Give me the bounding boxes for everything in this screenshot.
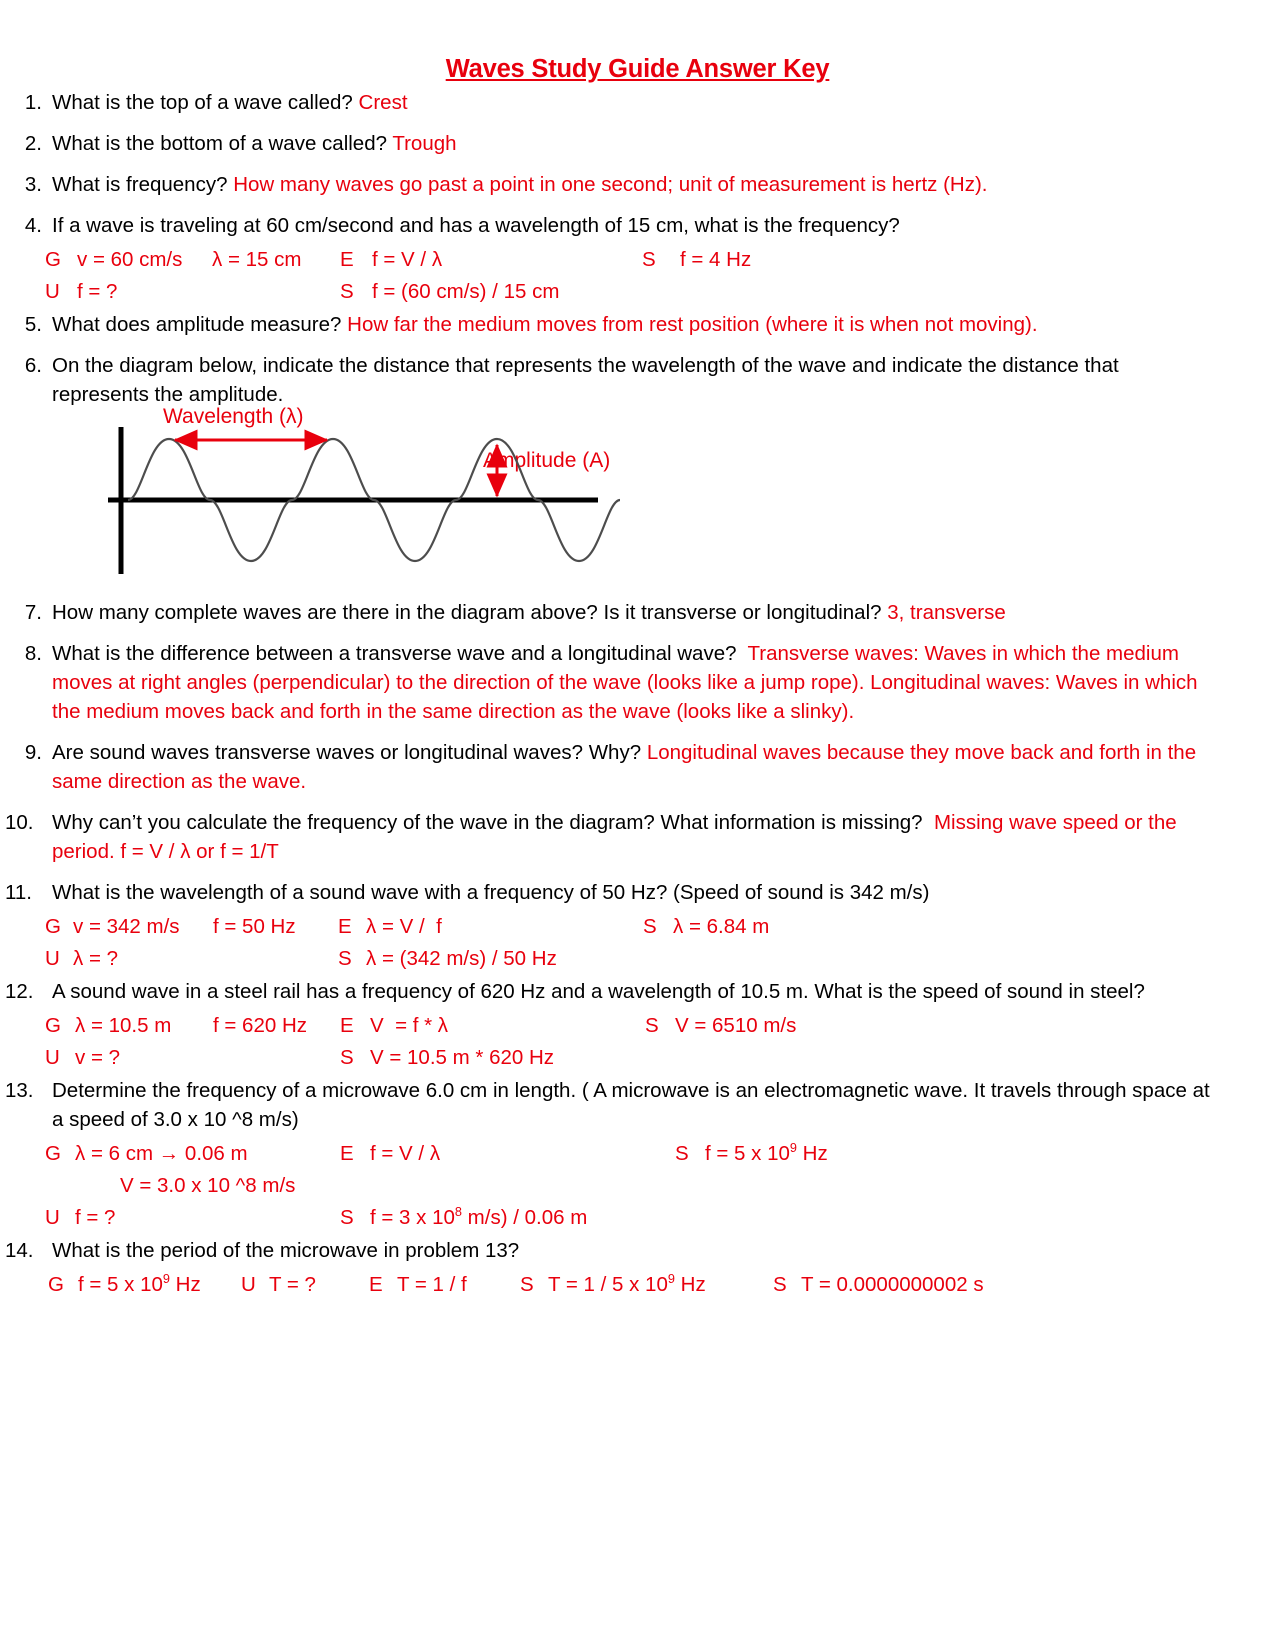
solve-value: f = 4 Hz — [680, 248, 752, 271]
guess-row — [45, 1010, 1275, 1042]
question-prompt: What is the wavelength of a sound wave with a frequency of 50 Hz? (Speed of sound is 342 m/s) — [52, 881, 930, 904]
question-number: 4. — [24, 214, 42, 237]
question-item-11 — [0, 878, 1275, 907]
solve-label: S — [675, 1142, 689, 1165]
question-number: 13. — [5, 1079, 34, 1102]
substitute-value-post: Hz — [674, 1273, 706, 1296]
question-body — [52, 129, 1275, 158]
unknown-label: U — [45, 1046, 60, 1069]
solve-value: λ = 6.84 m — [673, 915, 770, 938]
substitute-value: f = (60 cm/s) / 15 cm — [372, 280, 560, 303]
page-title: Waves Study Guide Answer Key — [445, 55, 830, 83]
substitute-value — [370, 1202, 587, 1234]
question-answer: Crest — [358, 91, 408, 114]
question-item-13 — [0, 1076, 1275, 1134]
question-number: 8. — [24, 642, 42, 665]
question-prompt: How many complete waves are there in the diagram above? Is it transverse or longitudinal? — [52, 601, 882, 624]
substitute-label: S — [340, 1046, 354, 1069]
wave-diagram — [108, 405, 728, 584]
given-label: G — [45, 1142, 61, 1165]
guess-row — [45, 1202, 1275, 1234]
given-exponent: 9 — [162, 1271, 170, 1287]
question-answer: 3, transverse — [887, 601, 1006, 624]
substitute-label: S — [340, 280, 354, 303]
given-value-pre: f = 5 x 10 — [78, 1273, 163, 1296]
substitute-label: S — [338, 947, 352, 970]
question-body — [52, 310, 1275, 339]
given-label: G — [48, 1273, 64, 1296]
equation-label: E — [338, 915, 352, 938]
given-label: G — [45, 1014, 61, 1037]
question-answer: How far the medium moves from rest position (where it is when not moving). — [347, 313, 1038, 336]
question-answer: Missing wave speed or the period. f = V / λ or f = 1/T — [52, 811, 1177, 863]
given-label: G — [45, 915, 61, 938]
equation-value: V = f * λ — [370, 1014, 449, 1037]
given-value: v = 342 m/s — [73, 915, 180, 938]
question-body — [52, 738, 1275, 796]
solve-value-post: Hz — [796, 1142, 828, 1165]
equation-label: E — [340, 1014, 354, 1037]
question-answer: How many waves go past a point in one second; unit of measurement is hertz (Hz). — [233, 173, 988, 196]
wave-diagram-svg — [108, 409, 728, 584]
guess-block-4 — [0, 244, 1275, 308]
unknown-value: λ = ? — [73, 947, 119, 970]
solve-value — [705, 1138, 828, 1170]
guess-row — [45, 1170, 1275, 1202]
substitute-label: S — [520, 1273, 534, 1296]
unknown-value: v = ? — [75, 1046, 121, 1069]
substitute-exponent: 9 — [667, 1271, 675, 1287]
substitute-value-post: m/s) / 0.06 m — [461, 1206, 588, 1229]
solve-value: T = 0.0000000002 s — [801, 1273, 984, 1296]
question-prompt: If a wave is traveling at 60 cm/second and has a wavelength of 15 cm, what is the frequency? — [52, 214, 900, 237]
question-item-9 — [0, 738, 1275, 796]
given-value-2: f = 50 Hz — [213, 915, 296, 938]
question-list — [0, 88, 1275, 1301]
substitute-value: V = 10.5 m * 620 Hz — [370, 1046, 555, 1069]
question-number: 10. — [5, 811, 34, 834]
question-body — [52, 878, 1275, 907]
given-value-3: V = 3.0 x 10 ^8 m/s — [120, 1174, 296, 1197]
unknown-label: U — [241, 1273, 256, 1296]
question-body — [52, 598, 1275, 627]
question-prompt: Are sound waves transverse waves or longitudinal waves? Why? — [52, 741, 642, 764]
substitute-value: λ = (342 m/s) / 50 Hz — [366, 947, 557, 970]
equation-label: E — [340, 1142, 354, 1165]
question-prompt: What is the bottom of a wave called? — [52, 132, 388, 155]
question-body — [52, 1076, 1275, 1134]
solve-label: S — [642, 248, 656, 271]
given-value: λ = 6 cm → 0.06 m — [75, 1142, 248, 1165]
question-item-5 — [0, 310, 1275, 339]
question-number: 3. — [24, 173, 42, 196]
question-item-10 — [0, 808, 1275, 866]
given-value: λ = 10.5 m — [75, 1014, 172, 1037]
given-value-2: λ = 15 cm — [212, 248, 302, 271]
guess-row — [45, 244, 1275, 276]
given-label: G — [45, 248, 61, 271]
question-item-1 — [0, 88, 1275, 117]
unknown-label: U — [45, 1206, 60, 1229]
amplitude-label: Amplitude (A) — [483, 449, 611, 472]
question-number: 9. — [24, 741, 42, 764]
equation-value: T = 1 / f — [397, 1273, 467, 1296]
question-prompt: Why can’t you calculate the frequency of the wave in the diagram? What information is missing? — [52, 811, 923, 834]
question-item-6 — [0, 351, 1275, 409]
guess-row — [48, 1269, 1275, 1301]
substitute-exponent: 8 — [454, 1204, 462, 1220]
question-number: 2. — [24, 132, 42, 155]
question-body — [52, 639, 1275, 726]
guess-row — [45, 911, 1275, 943]
solve-label: S — [645, 1014, 659, 1037]
question-number: 14. — [5, 1239, 34, 1262]
substitute-value — [548, 1269, 773, 1301]
guess-row — [45, 1042, 1275, 1074]
question-prompt: On the diagram below, indicate the distance that represents the wavelength of the wave and indicate the distance that represents the amplitude. — [52, 354, 1119, 406]
question-prompt: A sound wave in a steel rail has a frequency of 620 Hz and a wavelength of 10.5 m. What is the speed of sound in steel? — [52, 980, 1145, 1003]
unknown-value: T = ? — [269, 1273, 316, 1296]
guess-block-14 — [0, 1269, 1275, 1301]
equation-label: E — [340, 248, 354, 271]
question-prompt: What is frequency? — [52, 173, 228, 196]
guess-row — [45, 1138, 1275, 1170]
question-body — [52, 211, 1275, 240]
guess-block-12 — [0, 1010, 1275, 1074]
question-body — [52, 1236, 1275, 1265]
question-item-4 — [0, 211, 1275, 240]
solve-value-pre: f = 5 x 10 — [705, 1142, 790, 1165]
question-number: 1. — [24, 91, 42, 114]
question-prompt: What does amplitude measure? — [52, 313, 342, 336]
question-body — [52, 808, 1275, 866]
question-body — [52, 170, 1275, 199]
given-value-2: f = 620 Hz — [213, 1014, 308, 1037]
question-item-12 — [0, 977, 1275, 1006]
given-value-post: Hz — [169, 1273, 201, 1296]
question-answer: Trough — [392, 132, 457, 155]
equation-value: f = V / λ — [372, 248, 443, 271]
question-number: 5. — [24, 313, 42, 336]
question-answer: Transverse waves: Waves in which the medium moves at right angles (perpendicular) to the direction of the wave (looks like a jump rope). Longitudinal waves: Waves in which the medium moves back and forth in the same direction as the wave (looks like a slinky). — [52, 642, 1198, 723]
question-number: 12. — [5, 980, 34, 1003]
question-prompt: Determine the frequency of a microwave 6.0 cm in length. ( A microwave is an electromagnetic wave. It travels through space at a speed of 3.0 x 10 ^8 m/s) — [52, 1079, 1210, 1131]
equation-label: E — [369, 1273, 383, 1296]
question-item-14 — [0, 1236, 1275, 1265]
unknown-label: U — [45, 280, 60, 303]
unknown-value: f = ? — [75, 1206, 116, 1229]
equation-value: f = V / λ — [370, 1142, 441, 1165]
question-prompt: What is the top of a wave called? — [52, 91, 353, 114]
given-value: v = 60 cm/s — [77, 248, 183, 271]
equation-value: λ = V / f — [366, 915, 442, 938]
question-prompt: What is the difference between a transverse wave and a longitudinal wave? — [52, 642, 737, 665]
question-item-3 — [0, 170, 1275, 199]
solve-label: S — [643, 915, 657, 938]
guess-block-11 — [0, 911, 1275, 975]
question-answer: Longitudinal waves because they move back and forth in the same direction as the wave. — [52, 741, 1197, 793]
question-number: 11. — [5, 881, 32, 904]
substitute-value-pre: T = 1 / 5 x 10 — [548, 1273, 668, 1296]
question-body — [52, 351, 1275, 409]
question-item-7 — [0, 598, 1275, 627]
given-value — [78, 1269, 241, 1301]
question-prompt: What is the period of the microwave in problem 13? — [52, 1239, 520, 1262]
unknown-value: f = ? — [77, 280, 118, 303]
question-item-8 — [0, 639, 1275, 726]
question-item-2 — [0, 129, 1275, 158]
question-body — [52, 88, 1275, 117]
solve-value: V = 6510 m/s — [675, 1014, 797, 1037]
guess-row — [45, 943, 1275, 975]
substitute-value-pre: f = 3 x 10 — [370, 1206, 455, 1229]
wavelength-label: Wavelength (λ) — [163, 405, 304, 428]
guess-row — [45, 276, 1275, 308]
guess-block-13 — [0, 1138, 1275, 1234]
substitute-label: S — [340, 1206, 354, 1229]
solve-label: S — [773, 1273, 787, 1296]
question-number: 6. — [24, 354, 42, 377]
solve-exponent: 9 — [789, 1140, 797, 1156]
question-number: 7. — [24, 601, 42, 624]
unknown-label: U — [45, 947, 60, 970]
question-body — [52, 977, 1275, 1006]
